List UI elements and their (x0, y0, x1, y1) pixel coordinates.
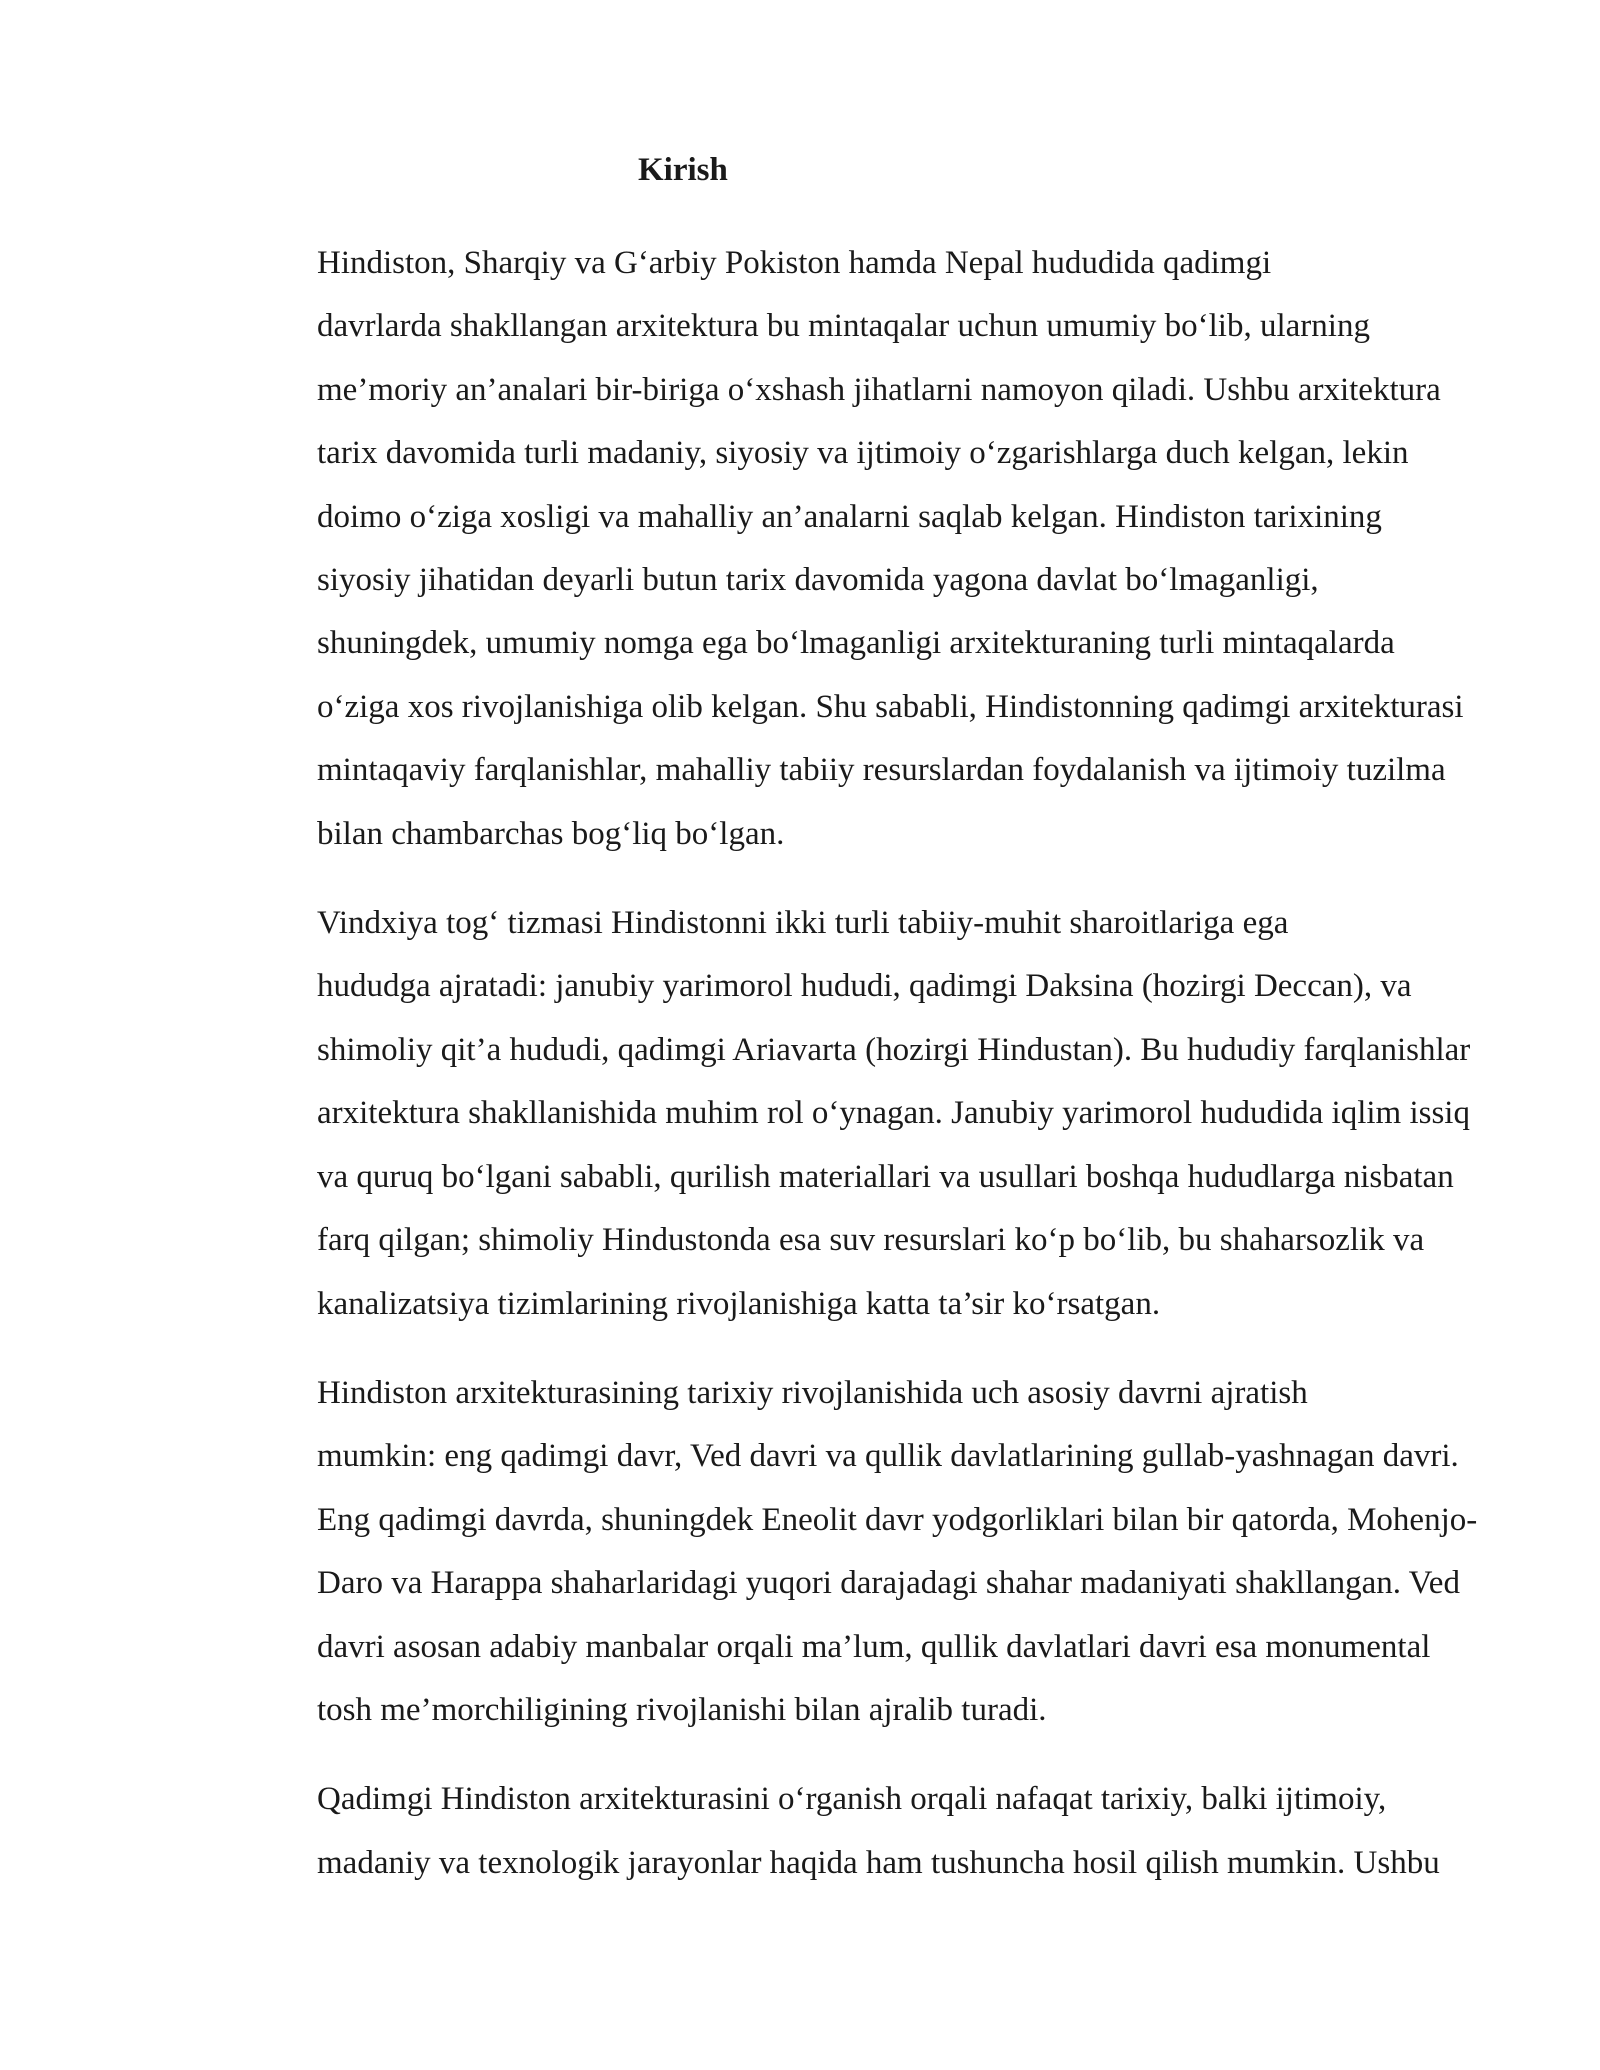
text-line: Hindiston, Sharqiy va G‘arbiy Pokiston hamda Nepal hududida qadimgi (317, 245, 1272, 281)
text-line: shimoliy qit’a hududi, qadimgi Ariavarta (hozirgi Hindustan). Bu hududiy farqlanishlar (317, 1031, 1471, 1068)
text-line: Hindiston arxitekturasining tarixiy rivojlanishida uch asosiy davrni ajratish (317, 1374, 1308, 1411)
text-line: siyosiy jihatidan deyarli butun tarix davomida yagona davlat bo‘lmaganligi, (317, 562, 1319, 599)
text-line: doimo o‘ziga xosligi va mahalliy an’analarni saqlab kelgan. Hindiston tarixining (317, 498, 1382, 535)
text-line: Daro va Harappa shaharlaridagi yuqori darajadagi shahar madaniyati shakllangan. Ved (317, 1565, 1460, 1602)
text-line: kanalizatsiya tizimlarining rivojlanishiga katta ta’sir ko‘rsatgan. (317, 1285, 1161, 1322)
text-line: mumkin: eng qadimgi davr, Ved davri va qullik davlatlarining gullab-yashnagan davri. (317, 1438, 1459, 1475)
text-line: madaniy va texnologik jarayonlar haqida ham tushuncha hosil qilish mumkin. Ushbu (317, 1844, 1440, 1881)
text-line: Eng qadimgi davrda, shuningdek Eneolit davr yodgorliklari bilan bir qatorda, Mohenjo- (317, 1501, 1478, 1538)
text-line: tosh me’morchiligining rivojlanishi bilan ajralib turadi. (317, 1691, 1047, 1728)
text-line: me’moriy an’analari bir-biriga o‘xshash jihatlarni namoyon qiladi. Ushbu arxitektura (317, 371, 1441, 408)
text-line: va quruq bo‘lgani sababli, qurilish materiallari va usullari boshqa hududlarga nisbatan (317, 1158, 1454, 1195)
text-line: farq qilgan; shimoliy Hindustonda esa suv resurslari ko‘p bo‘lib, bu shaharsozlik va (317, 1222, 1425, 1259)
text-line: Vindxiya tog‘ tizmasi Hindistonni ikki turli tabiiy-muhit sharoitlariga ega (317, 905, 1289, 942)
document-body (222, 232, 1512, 1921)
text-line: Qadimgi Hindiston arxitekturasini o‘rganish orqali nafaqat tarixiy, balki ijtimoiy, (317, 1781, 1387, 1818)
text-line: davri asosan adabiy manbalar orqali ma’lum, qullik davlatlari davri esa monumental (317, 1628, 1431, 1665)
text-line: davrlarda shakllangan arxitektura bu mintaqalar uchun umumiy bo‘lib, ularning (317, 308, 1370, 345)
paragraph-4 (222, 1768, 1512, 1895)
text-line: hududga ajratadi: janubiy yarimorol hududi, qadimgi Daksina (hozirgi Deccan), va (317, 968, 1412, 1005)
paragraph-2 (222, 892, 1512, 1336)
text-line: o‘ziga xos rivojlanishiga olib kelgan. Shu sababli, Hindistonning qadimgi arxitekturasi (317, 688, 1464, 725)
text-line: arxitektura shakllanishida muhim rol o‘ynagan. Janubiy yarimorol hududida iqlim issiq (317, 1095, 1470, 1132)
text-line: tarix davomida turli madaniy, siyosiy va ijtimoiy o‘zgarishlarga duch kelgan, lekin (317, 435, 1409, 472)
page-title: Kirish (638, 152, 728, 188)
text-line: shuningdek, umumiy nomga ega bo‘lmaganligi arxitekturaning turli mintaqalarda (317, 625, 1395, 662)
text-line: mintaqaviy farqlanishlar, mahalliy tabiiy resurslardan foydalanish va ijtimoiy tuzilma (317, 752, 1446, 789)
paragraph-3 (222, 1362, 1512, 1742)
paragraph-1 (222, 232, 1512, 866)
text-line: bilan chambarchas bog‘liq bo‘lgan. (317, 815, 785, 852)
